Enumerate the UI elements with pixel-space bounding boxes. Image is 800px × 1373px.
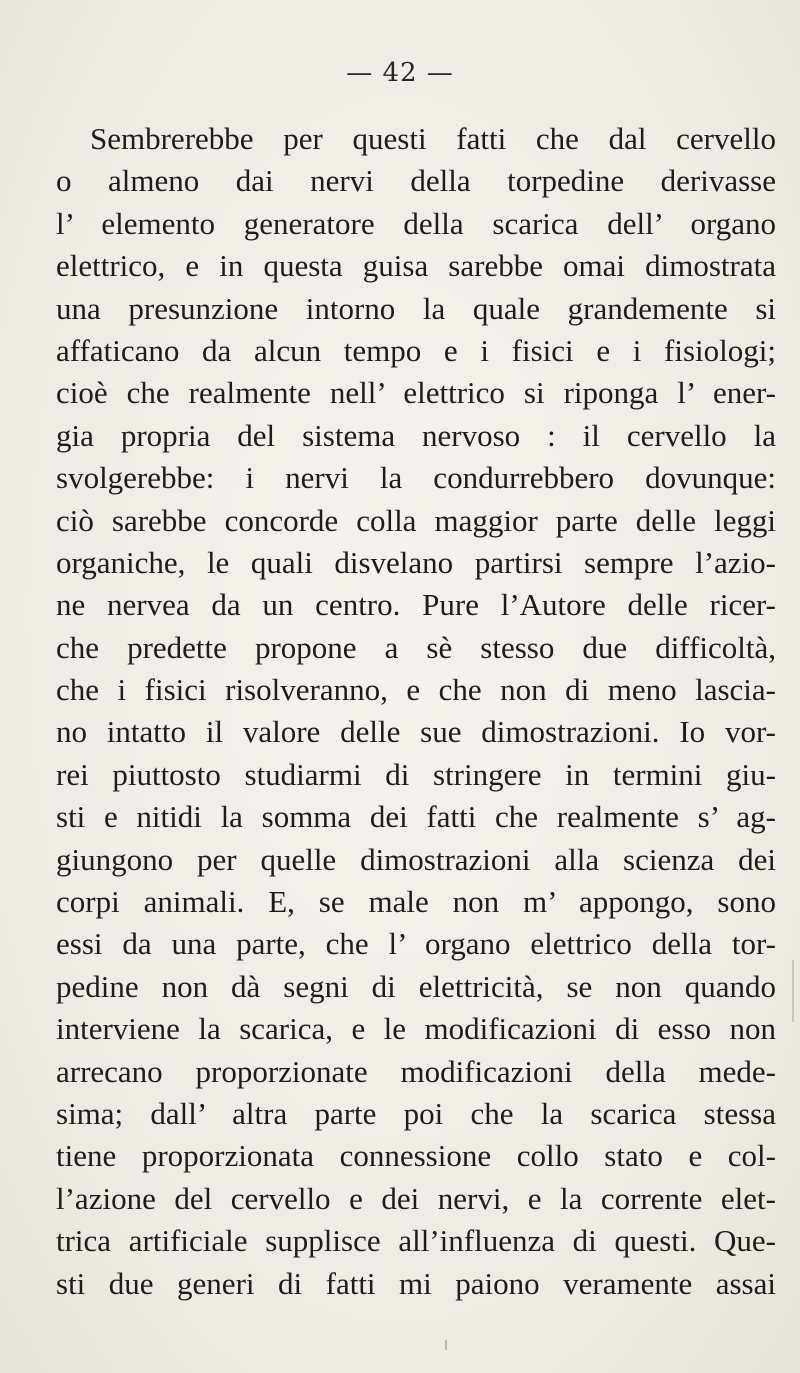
- text-line: arrecano proporzionate modificazioni della mede-: [56, 1053, 776, 1089]
- text-line: ciò sarebbe concorde colla maggior parte delle leggi: [56, 502, 776, 538]
- text-line: elettrico, e in questa guisa sarebbe omai dimostrata: [56, 248, 776, 284]
- text-line: gia propria del sistema nervoso : il cervello la: [56, 417, 776, 453]
- margin-mark: [792, 960, 794, 1022]
- text-line: che predette propone a sè stesso due difficoltà,: [56, 629, 776, 665]
- text-line: affaticano da alcun tempo e i fisici e i fisiologi;: [56, 332, 776, 368]
- text-line: no intatto il valore delle sue dimostrazioni. Io vor-: [56, 714, 776, 750]
- text-line: che i fisici risolveranno, e che non di meno lascia-: [56, 672, 776, 708]
- text-line: pedine non dà segni di elettricità, se non quando: [56, 968, 776, 1004]
- text-line: organiche, le quali disvelano partirsi sempre l’azio-: [56, 544, 776, 580]
- text-line: Sembrerebbe per questi fatti che dal cervello: [90, 121, 776, 156]
- text-line: interviene la scarica, e le modificazioni di esso non: [56, 1011, 776, 1047]
- body-text: [56, 118, 776, 1305]
- text-line: corpi animali. E, se male non m’ appongo, sono: [56, 884, 776, 920]
- text-line: ne nervea da un centro. Pure l’Autore delle ricer-: [56, 587, 776, 623]
- text-line: sima; dall’ altra parte poi che la scarica stessa: [56, 1095, 776, 1131]
- text-line: l’ elemento generatore della scarica dell’ organo: [56, 205, 776, 241]
- text-line: trica artificiale supplisce all’influenza di questi. Que-: [56, 1223, 776, 1259]
- text-line: sti e nitidi la somma dei fatti che realmente s’ ag-: [56, 799, 776, 835]
- text-line: cioè che realmente nell’ elettrico si riponga l’ ener-: [56, 375, 776, 411]
- text-line: l’azione del cervello e dei nervi, e la corrente elet-: [56, 1180, 776, 1216]
- text-line: essi da una parte, che l’ organo elettrico della tor-: [56, 926, 776, 962]
- text-line: una presunzione intorno la quale grandemente si: [56, 290, 776, 326]
- page-number: — 42 —: [346, 58, 454, 88]
- text-line: giungono per quelle dimostrazioni alla scienza dei: [56, 841, 776, 877]
- text-line: tiene proporzionata connessione collo stato e col-: [56, 1138, 776, 1174]
- text-line: svolgerebbe: i nervi la condurrebbero dovunque:: [56, 460, 776, 496]
- text-line: o almeno dai nervi della torpedine derivasse: [56, 163, 776, 199]
- paper-speck: [445, 1340, 447, 1350]
- text-line: rei piuttosto studiarmi di stringere in termini giu-: [56, 756, 776, 792]
- text-line: sti due generi di fatti mi paiono veramente assai: [56, 1265, 776, 1301]
